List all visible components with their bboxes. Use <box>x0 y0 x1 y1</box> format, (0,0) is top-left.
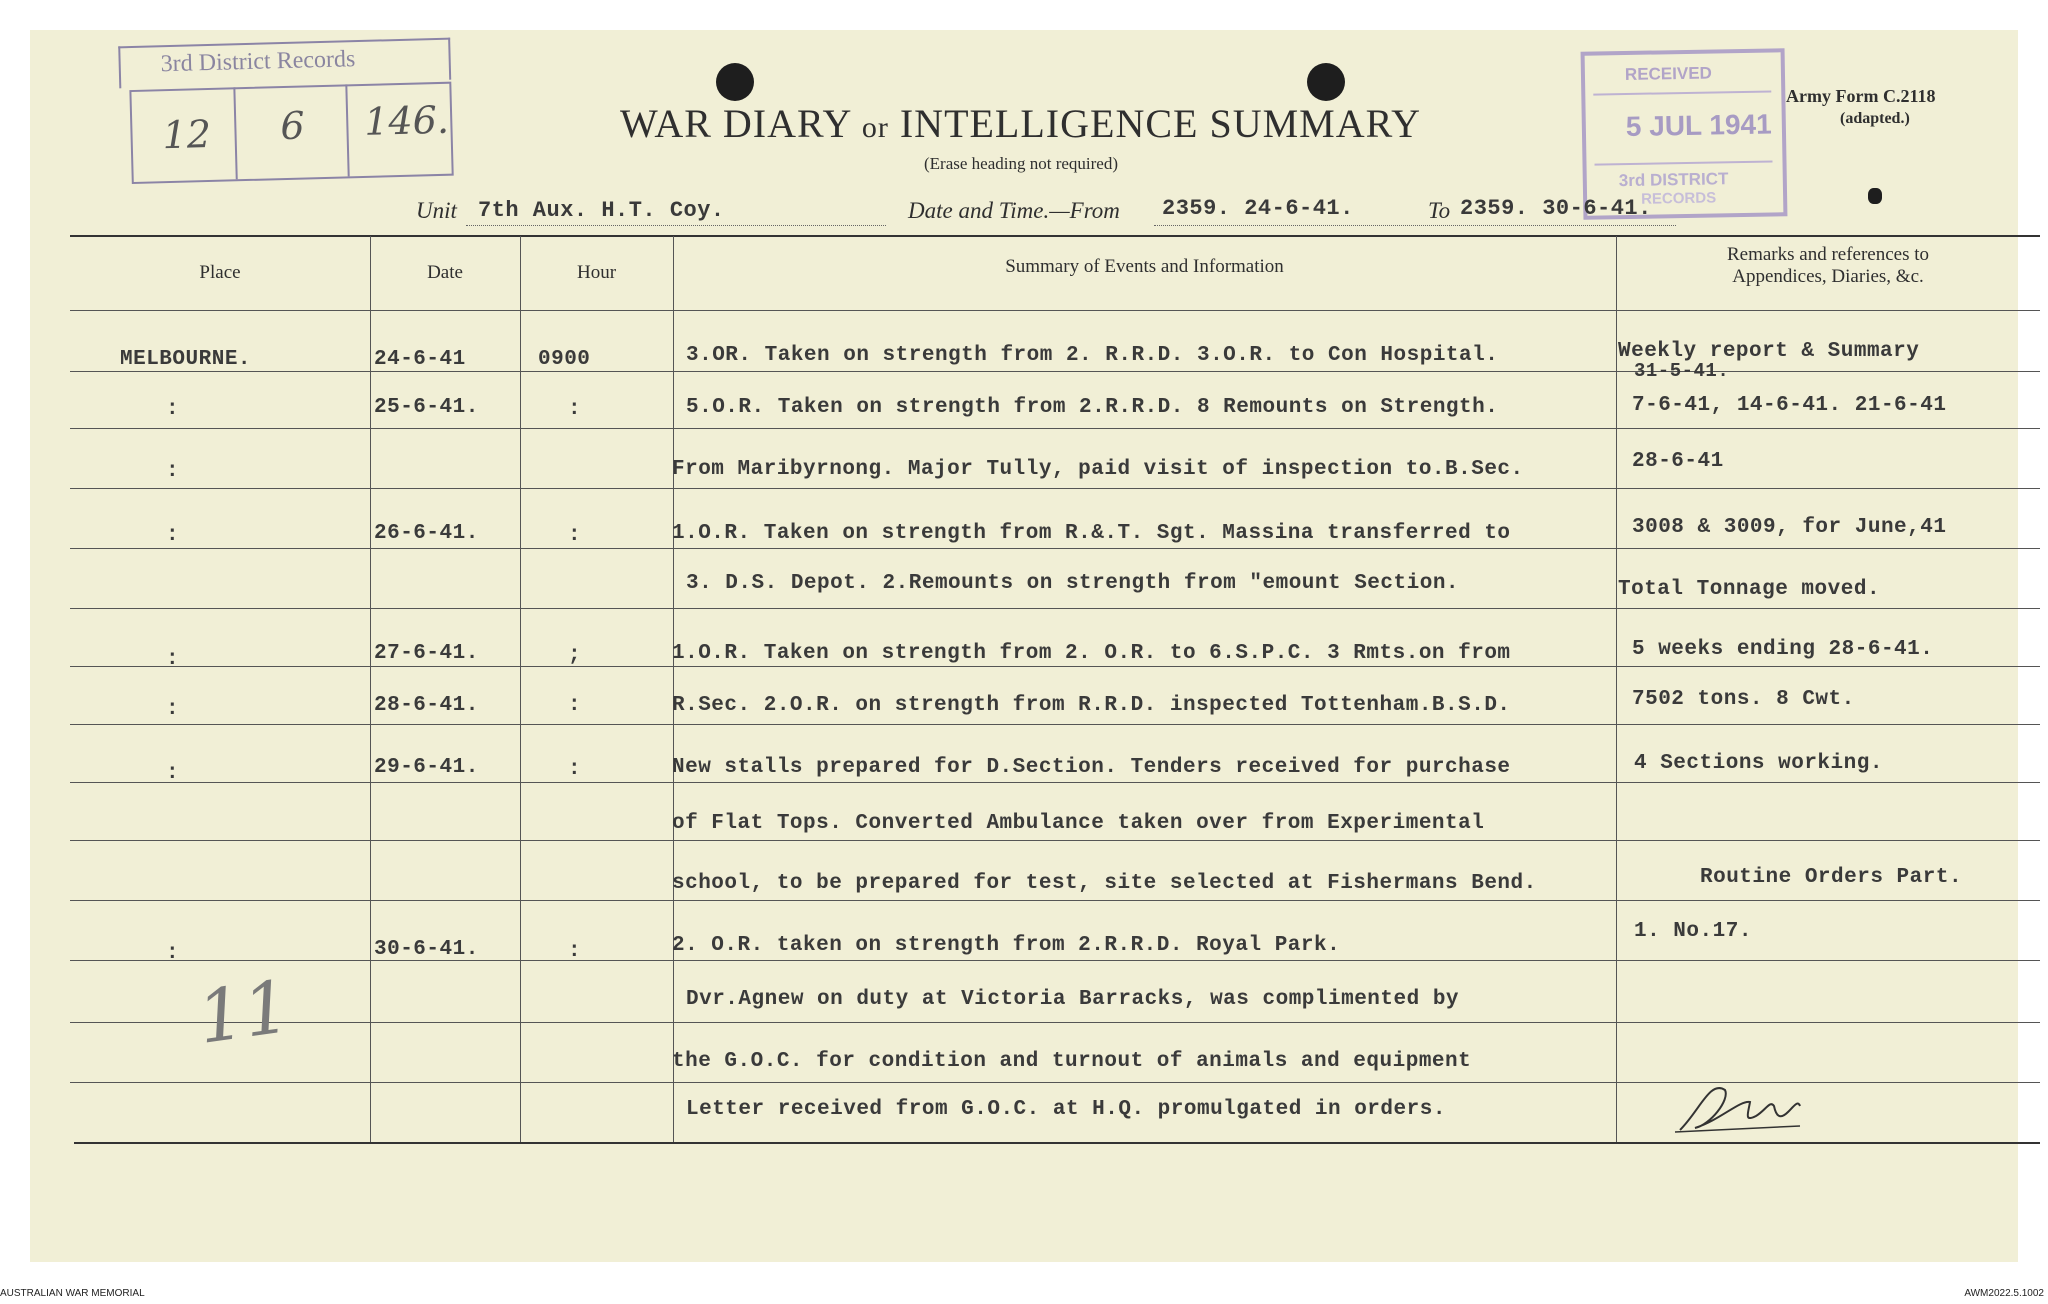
footer-right: AWM2022.5.1002 <box>1964 1288 2044 1299</box>
row-1-remarks-2: 31-5-41. <box>1634 360 1730 382</box>
received-stamp-bottom2: RECORDS <box>1640 189 1717 208</box>
row-11-remarks: 1. No.17. <box>1634 920 1752 943</box>
received-stamp <box>1581 48 1788 220</box>
row-11-hour: : <box>568 940 582 963</box>
row-6-remarks: 5 weeks ending 28-6-41. <box>1632 638 1934 661</box>
col-header-remarks-1: Remarks and references to <box>1726 244 1930 265</box>
row-13-summary: the G.O.C. for condition and turnout of animals and equipment <box>672 1050 1472 1073</box>
row-2-hour: : <box>568 398 582 421</box>
title-part2: INTELLIGENCE SUMMARY <box>899 101 1421 146</box>
unit-label: Unit <box>416 198 457 223</box>
row-1-summary: 3.OR. Taken on strength from 2. R.R.D. 3.O.R. to Con Hospital. <box>686 344 1499 367</box>
paper-tear <box>1868 188 1882 204</box>
records-stamp-label: 3rd District Records <box>160 46 356 78</box>
date-to-value: 2359. 30-6-41. <box>1460 196 1652 221</box>
row-2-summary: 5.O.R. Taken on strength from 2.R.R.D. 8 Remounts on Strength. <box>686 396 1499 419</box>
title-part1: WAR DIARY <box>620 101 851 146</box>
row-7-remarks: 7502 tons. 8 Cwt. <box>1632 688 1855 711</box>
row-1-place: MELBOURNE. <box>120 348 252 371</box>
row-4-remarks: 3008 & 3009, for June,41 <box>1632 516 1947 539</box>
margin-note: 11 <box>192 964 296 1060</box>
row-7-hour: : <box>568 694 582 717</box>
row-11-place: : <box>166 942 180 965</box>
date-to-label: To <box>1428 198 1451 223</box>
col-header-place: Place <box>199 262 241 283</box>
row-10-remarks: Routine Orders Part. <box>1700 866 1963 889</box>
row-10-summary: school, to be prepared for test, site selected at Fishermans Bend. <box>672 872 1537 895</box>
row-6-summary: 1.O.R. Taken on strength from 2. O.R. to 6.S.P.C. 3 Rmts.on from <box>672 642 1511 665</box>
row-12-summary: Dvr.Agnew on duty at Victoria Barracks, was complimented by <box>686 988 1460 1011</box>
row-7-date: 28-6-41. <box>374 694 479 717</box>
page-title <box>620 100 1421 147</box>
col-header-summary: Summary of Events and Information <box>1005 256 1284 277</box>
row-11-date: 30-6-41. <box>374 938 479 961</box>
row-4-place: : <box>166 524 180 547</box>
table-top-border <box>70 235 2040 237</box>
unit-dotted-line <box>466 225 886 227</box>
row-4-hour: : <box>568 524 582 547</box>
header-underline <box>70 310 2040 311</box>
row-2-remarks: 7-6-41, 14-6-41. 21-6-41 <box>1632 394 1947 417</box>
row-4-date: 26-6-41. <box>374 522 479 545</box>
row-4-summary: 1.O.R. Taken on strength from R.&.T. Sgt. Massina transferred to <box>672 522 1511 545</box>
row-line <box>70 428 2040 429</box>
received-stamp-top: RECEIVED <box>1624 63 1713 85</box>
footer-left: AUSTRALIAN WAR MEMORIAL <box>0 1288 145 1299</box>
row-line <box>70 488 2040 489</box>
row-7-place: : <box>166 698 180 721</box>
row-5-summary: 3. D.S. Depot. 2.Remounts on strength from "emount Section. <box>686 572 1460 595</box>
row-8-place: : <box>166 762 180 785</box>
row-2-place: : <box>166 398 180 421</box>
title-or: or <box>861 111 889 144</box>
row-line <box>70 724 2040 725</box>
punch-hole-right <box>1307 63 1345 101</box>
table-bottom-border <box>74 1142 2040 1144</box>
row-5-remarks: Total Tonnage moved. <box>1618 578 1881 601</box>
row-line <box>70 608 2040 609</box>
punch-hole-left <box>716 63 754 101</box>
row-14-summary: Letter received from G.O.C. at H.Q. promulgated in orders. <box>686 1098 1446 1121</box>
row-1-remarks: Weekly report & Summary <box>1618 340 1920 363</box>
records-number-1: 12 <box>161 111 212 158</box>
records-stamp <box>118 38 452 187</box>
row-line <box>70 371 2040 372</box>
row-3-place: : <box>166 460 180 483</box>
row-8-summary: New stalls prepared for D.Section. Tenders received for purchase <box>672 756 1511 779</box>
row-line <box>70 782 2040 783</box>
received-stamp-bottom1: 3rd DISTRICT <box>1618 169 1729 191</box>
records-number-2: 6 <box>279 103 306 149</box>
army-form-name: Army Form C.2118 <box>1786 86 1936 106</box>
row-7-summary: R.Sec. 2.O.R. on strength from R.R.D. inspected Tottenham.B.S.D. <box>672 694 1511 717</box>
row-line <box>70 1022 2040 1023</box>
row-1-date: 24-6-41 <box>374 348 466 371</box>
row-line <box>70 548 2040 549</box>
army-form-adapted: (adapted.) <box>1840 110 1910 127</box>
row-2-date: 25-6-41. <box>374 396 479 419</box>
row-line <box>70 666 2040 667</box>
row-9-summary: of Flat Tops. Converted Ambulance taken over from Experimental <box>672 812 1485 835</box>
row-8-remarks: 4 Sections working. <box>1634 752 1883 775</box>
received-stamp-date: 5 JUL 1941 <box>1625 108 1772 143</box>
row-8-hour: : <box>568 758 582 781</box>
row-line <box>70 900 2040 901</box>
row-6-date: 27-6-41. <box>374 642 479 665</box>
col-header-date: Date <box>427 262 463 283</box>
diary-sheet <box>30 30 2018 1262</box>
row-1-hour: 0900 <box>538 348 591 371</box>
unit-value: 7th Aux. H.T. Coy. <box>478 198 725 223</box>
date-dotted-line <box>1154 225 1676 227</box>
col-header-remarks-2: Appendices, Diaries, &c. <box>1732 266 1924 287</box>
row-line <box>70 840 2040 841</box>
row-11-summary: 2. O.R. taken on strength from 2.R.R.D. Royal Park. <box>672 934 1341 957</box>
row-6-place: : <box>166 648 180 671</box>
signature <box>1670 1070 1820 1140</box>
row-3-summary: From Maribyrnong. Major Tully, paid visit of inspection to.B.Sec. <box>672 458 1524 481</box>
row-6-hour: ; <box>568 644 582 667</box>
row-8-date: 29-6-41. <box>374 756 479 779</box>
date-time-label: Date and Time.—From <box>908 198 1120 223</box>
row-3-remarks: 28-6-41 <box>1632 450 1724 473</box>
date-from-value: 2359. 24-6-41. <box>1162 196 1354 221</box>
records-number-3: 146. <box>363 97 450 144</box>
title-subtitle: (Erase heading not required) <box>924 154 1118 173</box>
row-line <box>70 960 2040 961</box>
col-header-hour: Hour <box>576 262 617 283</box>
